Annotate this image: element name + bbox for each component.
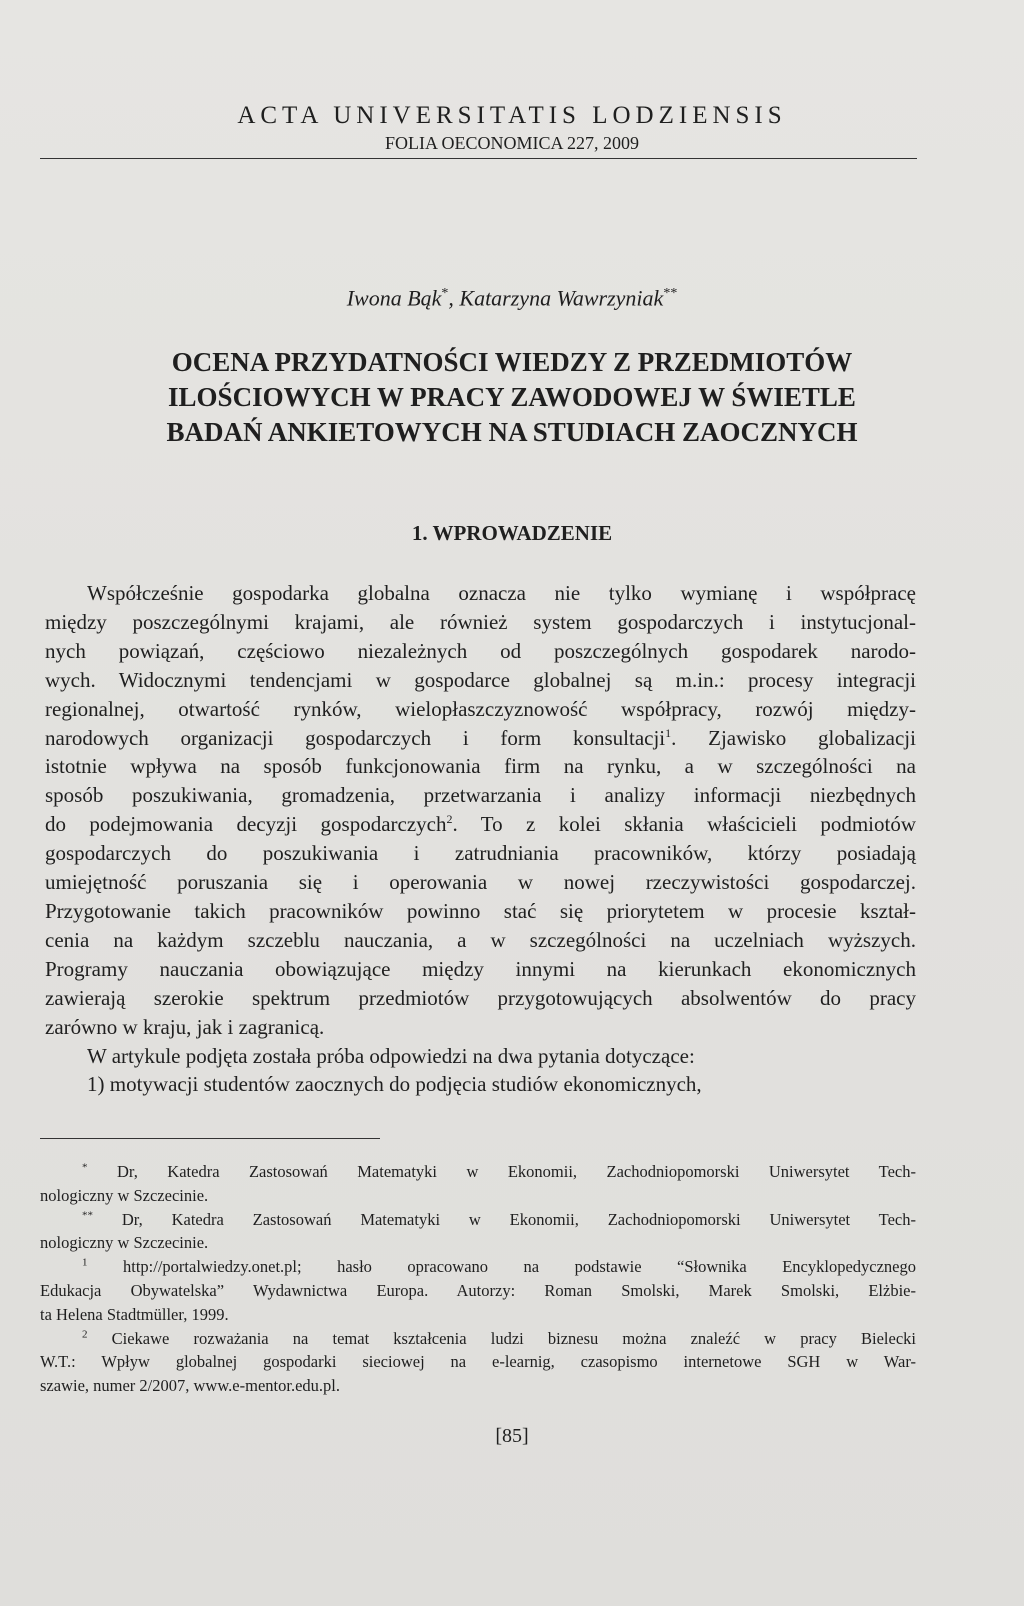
body-line: cenia na każdym szczeblu nauczania, a w szczególności na uczelniach wyższych. <box>45 927 916 952</box>
footnote-ref-2: 2 <box>446 812 453 827</box>
body-line: zarówno w kraju, jak i zagranicą. <box>45 1014 325 1039</box>
authors-line <box>40 280 984 312</box>
body-line: Przygotowanie takich pracowników powinno stać się priorytetem w procesie kształ- <box>45 898 916 923</box>
title-line-1: OCENA PRZYDATNOŚCI WIEDZY Z PRZEDMIOTÓW <box>171 347 853 377</box>
footnote-mark: 2 <box>82 1328 88 1341</box>
section-heading: 1. WPROWADZENIE <box>411 521 613 545</box>
footnote-text: Dr, Katedra Zastosowań Matematyki w Ekonomii, Zachodniopomorski Uniwersytet Tech- <box>87 1162 916 1181</box>
author-1-mark: * <box>441 286 449 301</box>
body-line: Programy nauczania obowiązujące między innymi na kierunkach ekonomicznych <box>45 956 916 981</box>
body-line: Współcześnie gospodarka globalna oznacza nie tylko wymianę i współpracę <box>87 581 916 605</box>
journal-series: FOLIA OECONOMICA 227, 2009 <box>384 133 639 153</box>
journal-name: ACTA UNIVERSITATIS LODZIENSIS <box>237 102 787 129</box>
author-2: Katarzyna Wawrzyniak <box>459 285 664 311</box>
body-line <box>45 810 916 839</box>
author-2-mark: ** <box>663 286 678 301</box>
footnote-line: szawie, numer 2/2007, www.e-mentor.edu.pl. <box>40 1376 340 1396</box>
body-text-span: do podejmowania decyzji gospodarczych <box>45 812 447 837</box>
journal-header <box>40 102 984 154</box>
title-line-2: ILOŚCIOWYCH W PRACY ZAWODOWEJ W ŚWIETLE <box>168 382 856 412</box>
body-line: między poszczególnymi krajami, ale również system gospodarczych i instytucjonal- <box>45 609 916 634</box>
body-line: wych. Widocznymi tendencjami w gospodarce globalnej są m.in.: procesy integracji <box>45 667 916 692</box>
page-number: [85] <box>495 1425 529 1447</box>
footnote-line <box>40 1255 916 1279</box>
footnote-line: nologiczny w Szczecinie. <box>40 1185 209 1205</box>
footnote-line <box>40 1327 916 1351</box>
body-text <box>45 579 916 1099</box>
author-1: Iwona Bąk <box>346 285 442 311</box>
footnote-text: http://portalwiedzy.onet.pl; hasło opracowano na podstawie “Słownika Encyklopedycznego <box>87 1257 916 1277</box>
body-line: zawierają szerokie spektrum przedmiotów przygotowujących absolwentów do pracy <box>45 985 916 1010</box>
footnote-line <box>40 1160 916 1184</box>
footnote-mark: * <box>82 1161 88 1174</box>
body-text-span: . Zjawisko globalizacji <box>671 725 916 750</box>
footnote-text: Dr, Katedra Zastosowań Matematyki w Ekonomii, Zachodniopomorski Uniwersytet Tech- <box>93 1209 916 1229</box>
title-line-3: BADAŃ ANKIETOWYCH NA STUDIACH ZAOCZNYCH <box>166 417 858 447</box>
footnote-line: W.T.: Wpływ globalnej gospodarki sieciowej na e-learnig, czasopismo internetowe SGH w War- <box>40 1352 916 1372</box>
body-text-span: narodowych organizacji gospodarczych i form konsultacji <box>45 725 666 750</box>
footnotes <box>40 1160 916 1398</box>
body-line: umiejętność poruszania się i operowania w nowej rzeczywistości gospodarczej. <box>45 870 916 895</box>
body-line: gospodarczych do poszukiwania i zatrudniania pracowników, którzy posiadają <box>45 841 916 866</box>
header-rule <box>40 158 917 159</box>
body-text-span: . To z kolei skłania właścicieli podmiotów <box>452 812 916 837</box>
body-line: nych powiązań, częściowo niezależnych od poszczególnych gospodarek narodo- <box>45 638 916 663</box>
body-line: istotnie wpływa na sposób funkcjonowania firm na rynku, a w szczególności na <box>45 754 916 779</box>
footnote-rule <box>40 1138 380 1139</box>
footnote-mark: 1 <box>82 1256 88 1269</box>
footnote-ref-1: 1 <box>665 725 672 740</box>
body-line: W artykule podjęta została próba odpowiedzi na dwa pytania dotyczące: <box>87 1043 695 1068</box>
article-title <box>40 345 984 450</box>
body-line <box>45 724 916 753</box>
author-separator: , <box>448 285 460 311</box>
footnote-line: ta Helena Stadtmüller, 1999. <box>40 1304 229 1324</box>
body-line: regionalnej, otwartość rynków, wielopłaszczyznowość współpracy, rozwój między- <box>45 696 916 721</box>
footnote-text: Ciekawe rozważania na temat kształcenia ludzi biznesu można znaleźć w pracy Bielecki <box>87 1328 916 1348</box>
footnote-line: nologiczny w Szczecinie. <box>40 1233 209 1253</box>
footnote-line: Edukacja Obywatelska” Wydawnictwa Europa. Autorzy: Roman Smolski, Marek Smolski, Elżbie- <box>40 1280 916 1300</box>
body-line: sposób poszukiwania, gromadzenia, przetwarzania i analizy informacji niezbędnych <box>45 783 916 808</box>
footnote-line <box>40 1208 916 1232</box>
footnote-mark: ** <box>82 1209 93 1222</box>
body-line: 1) motywacji studentów zaocznych do podjęcia studiów ekonomicznych, <box>87 1072 702 1097</box>
